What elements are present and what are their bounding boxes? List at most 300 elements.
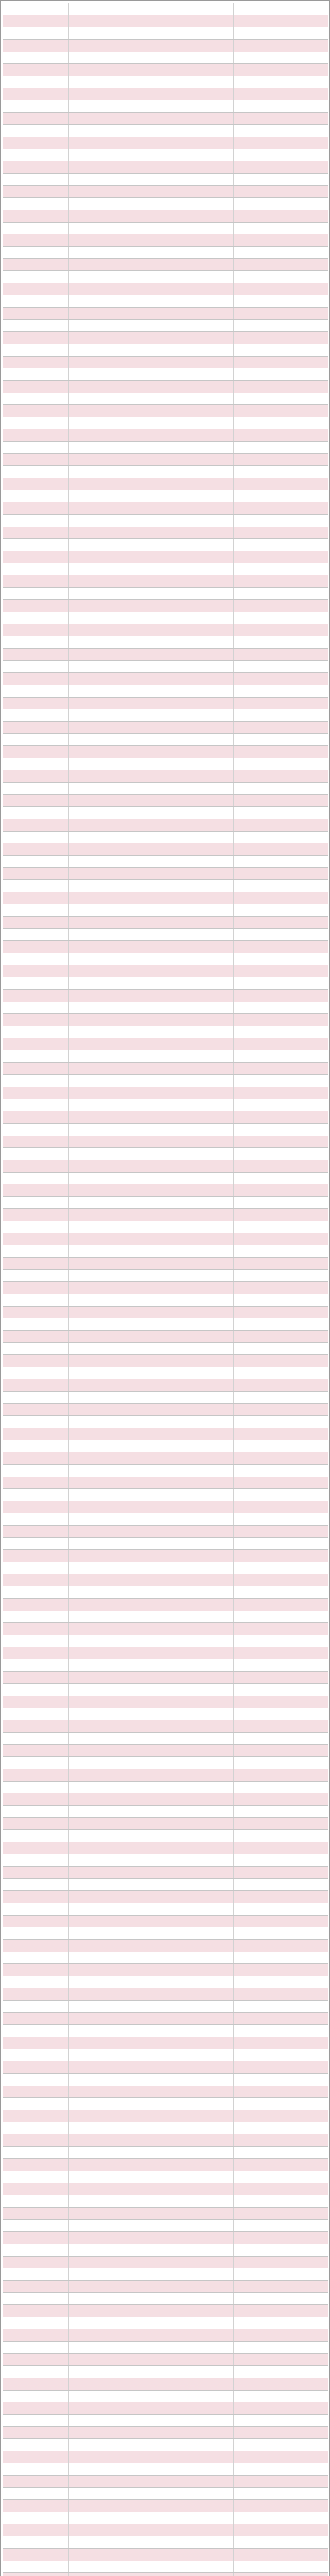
plate-cell [234,1087,328,1099]
location-cell [69,320,234,332]
table-row [3,161,328,174]
table-row [3,892,328,905]
plate-cell [234,575,328,587]
table-row [3,1233,328,1246]
location-cell [69,2122,234,2134]
table-row [3,1550,328,1562]
location-cell [69,1282,234,1294]
table-row [3,2451,328,2464]
time-cell [3,795,69,807]
time-cell [3,868,69,879]
location-cell [69,442,234,453]
time-cell [3,1550,69,1562]
time-cell [3,819,69,831]
plate-cell [234,52,328,64]
table-row [3,783,328,795]
plate-cell [234,2195,328,2207]
time-cell [3,466,69,478]
time-cell [3,1891,69,1903]
table-row [3,2171,328,2183]
table-row [3,1927,328,1940]
table-row [3,1124,328,1136]
location-cell [69,2305,234,2317]
location-cell [69,2354,234,2366]
table-row [3,1416,328,1428]
table-row [3,709,328,722]
plate-cell [234,953,328,965]
time-cell [3,186,69,198]
table-row [3,1148,328,1160]
location-cell [69,1465,234,1477]
location-cell [69,1806,234,1818]
location-cell [69,941,234,953]
time-cell [3,563,69,575]
table-row [3,2049,328,2062]
time-cell [3,1355,69,1367]
table-row [3,1733,328,1745]
time-cell [3,1599,69,1611]
time-cell [3,210,69,222]
location-cell [69,1757,234,1769]
table-row [3,1111,328,1124]
location-cell [69,2427,234,2438]
time-cell [3,2220,69,2232]
time-cell [3,2317,69,2329]
plate-cell [234,1392,328,1403]
table-row [3,2415,328,2427]
time-cell [3,1562,69,1574]
plate-cell [234,1221,328,1233]
table-row [3,1513,328,1526]
plate-cell [234,2171,328,2183]
table-row [3,770,328,783]
table-row [3,1014,328,1026]
plate-cell [234,1916,328,1927]
table-row [3,210,328,223]
time-cell [3,198,69,210]
location-cell [69,892,234,904]
table-row [3,1099,328,1112]
time-cell [3,405,69,417]
plate-cell [234,1513,328,1525]
table-row [3,1307,328,1319]
time-cell [3,990,69,1002]
time-cell [3,442,69,453]
time-cell [3,125,69,137]
plate-cell [234,1550,328,1562]
time-cell [3,2244,69,2256]
table-row [3,917,328,929]
location-cell [69,734,234,745]
time-cell [3,1940,69,1952]
plate-cell [234,1879,328,1891]
time-cell [3,1099,69,1111]
table-row [3,2549,328,2561]
time-cell [3,600,69,612]
time-cell [3,2415,69,2427]
plate-cell [234,1782,328,1793]
time-cell [3,892,69,904]
table-row [3,2561,328,2573]
table-row [3,2512,328,2524]
table-row [3,1879,328,1891]
plate-cell [234,673,328,685]
time-cell [3,2013,69,2025]
plate-cell [234,1184,328,1196]
plate-cell [234,2037,328,2049]
table-row [3,2391,328,2403]
time-cell [3,661,69,673]
time-cell [3,722,69,734]
table-row [3,1331,328,1343]
plate-cell [234,2025,328,2037]
plate-cell [234,1903,328,1915]
plate-cell [234,1830,328,1842]
plate-cell [234,892,328,904]
location-cell [69,1854,234,1866]
time-cell [3,3,69,15]
plate-cell [234,76,328,88]
time-cell [3,1647,69,1659]
time-cell [3,1343,69,1354]
location-cell [69,661,234,673]
location-cell [69,1404,234,1416]
plate-cell [234,649,328,660]
time-cell [3,941,69,953]
table-row [3,64,328,76]
location-cell [69,198,234,210]
location-cell [69,1294,234,1306]
table-row [3,490,328,503]
time-cell [3,2573,69,2576]
time-cell [3,1477,69,1489]
location-cell [69,953,234,965]
time-cell [3,368,69,380]
table-row [3,27,328,40]
plate-cell [234,1160,328,1172]
time-cell [3,234,69,246]
table-row [3,551,328,564]
time-cell [3,1307,69,1318]
time-cell [3,2488,69,2500]
plate-cell [234,234,328,246]
time-cell [3,2366,69,2378]
plate-cell [234,612,328,624]
plate-cell [234,2293,328,2304]
plate-cell [234,1294,328,1306]
table-row [3,1842,328,1855]
table-row [3,965,328,978]
location-cell [69,843,234,855]
table-row [3,76,328,89]
time-cell [3,393,69,405]
location-cell [69,1148,234,1160]
plate-cell [234,917,328,928]
location-cell [69,3,234,15]
time-cell [3,2378,69,2390]
table-row [3,100,328,113]
table-row [3,941,328,953]
plate-cell [234,186,328,198]
plate-cell [234,832,328,843]
time-cell [3,904,69,916]
time-cell [3,2171,69,2183]
table-row [3,2159,328,2171]
table-row [3,271,328,283]
location-cell [69,1416,234,1428]
location-cell [69,2281,234,2293]
table-row [3,259,328,271]
plate-cell [234,2536,328,2548]
location-cell [69,174,234,185]
table-row [3,52,328,64]
table-row [3,332,328,344]
time-cell [3,2427,69,2438]
table-row [3,600,328,612]
table-row [3,113,328,125]
table-row [3,1952,328,1964]
plate-cell [234,1927,328,1939]
location-cell [69,539,234,551]
time-cell [3,1318,69,1330]
plate-cell [234,1659,328,1671]
location-cell [69,2524,234,2536]
location-cell [69,368,234,380]
time-cell [3,1038,69,1050]
location-cell [69,1818,234,1829]
table-row [3,2524,328,2537]
time-cell [3,1379,69,1391]
time-cell [3,1050,69,1062]
plate-cell [234,698,328,709]
time-cell [3,137,69,149]
time-cell [3,527,69,539]
location-cell [69,2001,234,2012]
table-row [3,649,328,661]
table-row [3,1745,328,1757]
time-cell [3,734,69,745]
time-cell [3,344,69,356]
location-cell [69,2049,234,2061]
table-row [3,283,328,296]
plate-cell [234,2013,328,2025]
location-cell [69,2037,234,2049]
location-cell [69,1891,234,1903]
plate-cell [234,1282,328,1294]
time-cell [3,1659,69,1671]
location-cell [69,1867,234,1878]
table-row [3,454,328,466]
table-row [3,405,328,417]
table-row [3,539,328,551]
location-cell [69,1916,234,1927]
plate-cell [234,2183,328,2195]
location-cell [69,417,234,429]
table-row [3,1209,328,1221]
time-cell [3,917,69,928]
plate-cell [234,320,328,332]
time-cell [3,1867,69,1878]
table-row [3,2476,328,2488]
plate-cell [234,624,328,636]
table-row [3,1599,328,1611]
time-cell [3,1574,69,1586]
location-cell [69,819,234,831]
plate-cell [234,2549,328,2561]
table-row [3,125,328,137]
table-row [3,1659,328,1672]
time-cell [3,2463,69,2475]
plate-cell [234,2463,328,2475]
table-row [3,234,328,247]
table-row [3,1087,328,1099]
table-row [3,758,328,771]
location-cell [69,2244,234,2256]
location-cell [69,1050,234,1062]
time-cell [3,636,69,648]
location-cell [69,807,234,819]
table-row [3,1063,328,1075]
table-row [3,1964,328,1976]
table-row [3,2257,328,2269]
table-row [3,685,328,698]
plate-cell [234,2098,328,2110]
time-cell [3,758,69,770]
location-cell [69,685,234,697]
table-row [3,1720,328,1733]
table-row [3,478,328,490]
plate-cell [234,1270,328,1282]
plate-cell [234,977,328,989]
table-row [3,1940,328,1952]
plate-cell [234,2220,328,2232]
table-row [3,2293,328,2305]
table-row [3,527,328,539]
location-cell [69,1160,234,1172]
location-cell [69,2451,234,2463]
plate-cell [234,1465,328,1477]
location-cell [69,1647,234,1659]
table-row [3,502,328,515]
location-cell [69,1379,234,1391]
table-row [3,223,328,235]
plate-cell [234,1708,328,1720]
table-row [3,636,328,649]
plate-cell [234,1647,328,1659]
table-row [3,904,328,917]
plate-cell [234,1867,328,1878]
plate-cell [234,1063,328,1075]
time-cell [3,2524,69,2536]
location-cell [69,210,234,222]
location-cell [69,308,234,319]
plate-cell [234,1769,328,1781]
location-cell [69,2086,234,2098]
time-cell [3,320,69,332]
time-cell [3,52,69,64]
table-row [3,1684,328,1696]
time-cell [3,575,69,587]
plate-cell [234,1757,328,1769]
table-row [3,515,328,527]
location-cell [69,1087,234,1099]
plate-cell [234,758,328,770]
plate-cell [234,1489,328,1501]
time-cell [3,2183,69,2195]
location-cell [69,2171,234,2183]
plate-cell [234,539,328,551]
location-cell [69,1136,234,1148]
time-cell [3,1258,69,1269]
location-cell [69,758,234,770]
location-cell [69,1830,234,1842]
time-cell [3,490,69,502]
location-cell [69,563,234,575]
time-cell [3,746,69,758]
plate-cell [234,1331,328,1343]
location-cell [69,795,234,807]
location-cell [69,1258,234,1269]
plate-cell [234,2476,328,2487]
table-row [3,588,328,600]
plate-cell [234,2122,328,2134]
location-cell [69,1782,234,1793]
table-row [3,1757,328,1769]
location-cell [69,1623,234,1635]
time-cell [3,478,69,490]
table-row [3,1355,328,1367]
plate-cell [234,100,328,112]
location-cell [69,357,234,368]
location-cell [69,2549,234,2561]
location-cell [69,1550,234,1562]
location-cell [69,64,234,76]
time-cell [3,271,69,283]
location-cell [69,1720,234,1732]
location-cell [69,2147,234,2159]
table-row [3,1976,328,1989]
time-cell [3,1611,69,1623]
plate-cell [234,1050,328,1062]
plate-cell [234,1038,328,1050]
table-row [3,3,328,15]
location-cell [69,1343,234,1354]
location-cell [69,2074,234,2086]
location-cell [69,478,234,490]
time-cell [3,1854,69,1866]
plate-cell [234,1611,328,1623]
time-cell [3,1404,69,1416]
time-cell [3,1245,69,1257]
table-row [3,1392,328,1404]
table-row [3,1586,328,1599]
plate-cell [234,1501,328,1513]
table-row [3,1075,328,1087]
table-row [3,1465,328,1477]
plate-cell [234,2500,328,2512]
table-row [3,1026,328,1039]
time-cell [3,2098,69,2110]
plate-cell [234,2049,328,2061]
plate-cell [234,1307,328,1318]
location-cell [69,1489,234,1501]
table-row [3,1270,328,1282]
time-cell [3,27,69,39]
plate-cell [234,2159,328,2171]
plate-cell [234,1672,328,1684]
plate-cell [234,1586,328,1598]
time-cell [3,588,69,600]
